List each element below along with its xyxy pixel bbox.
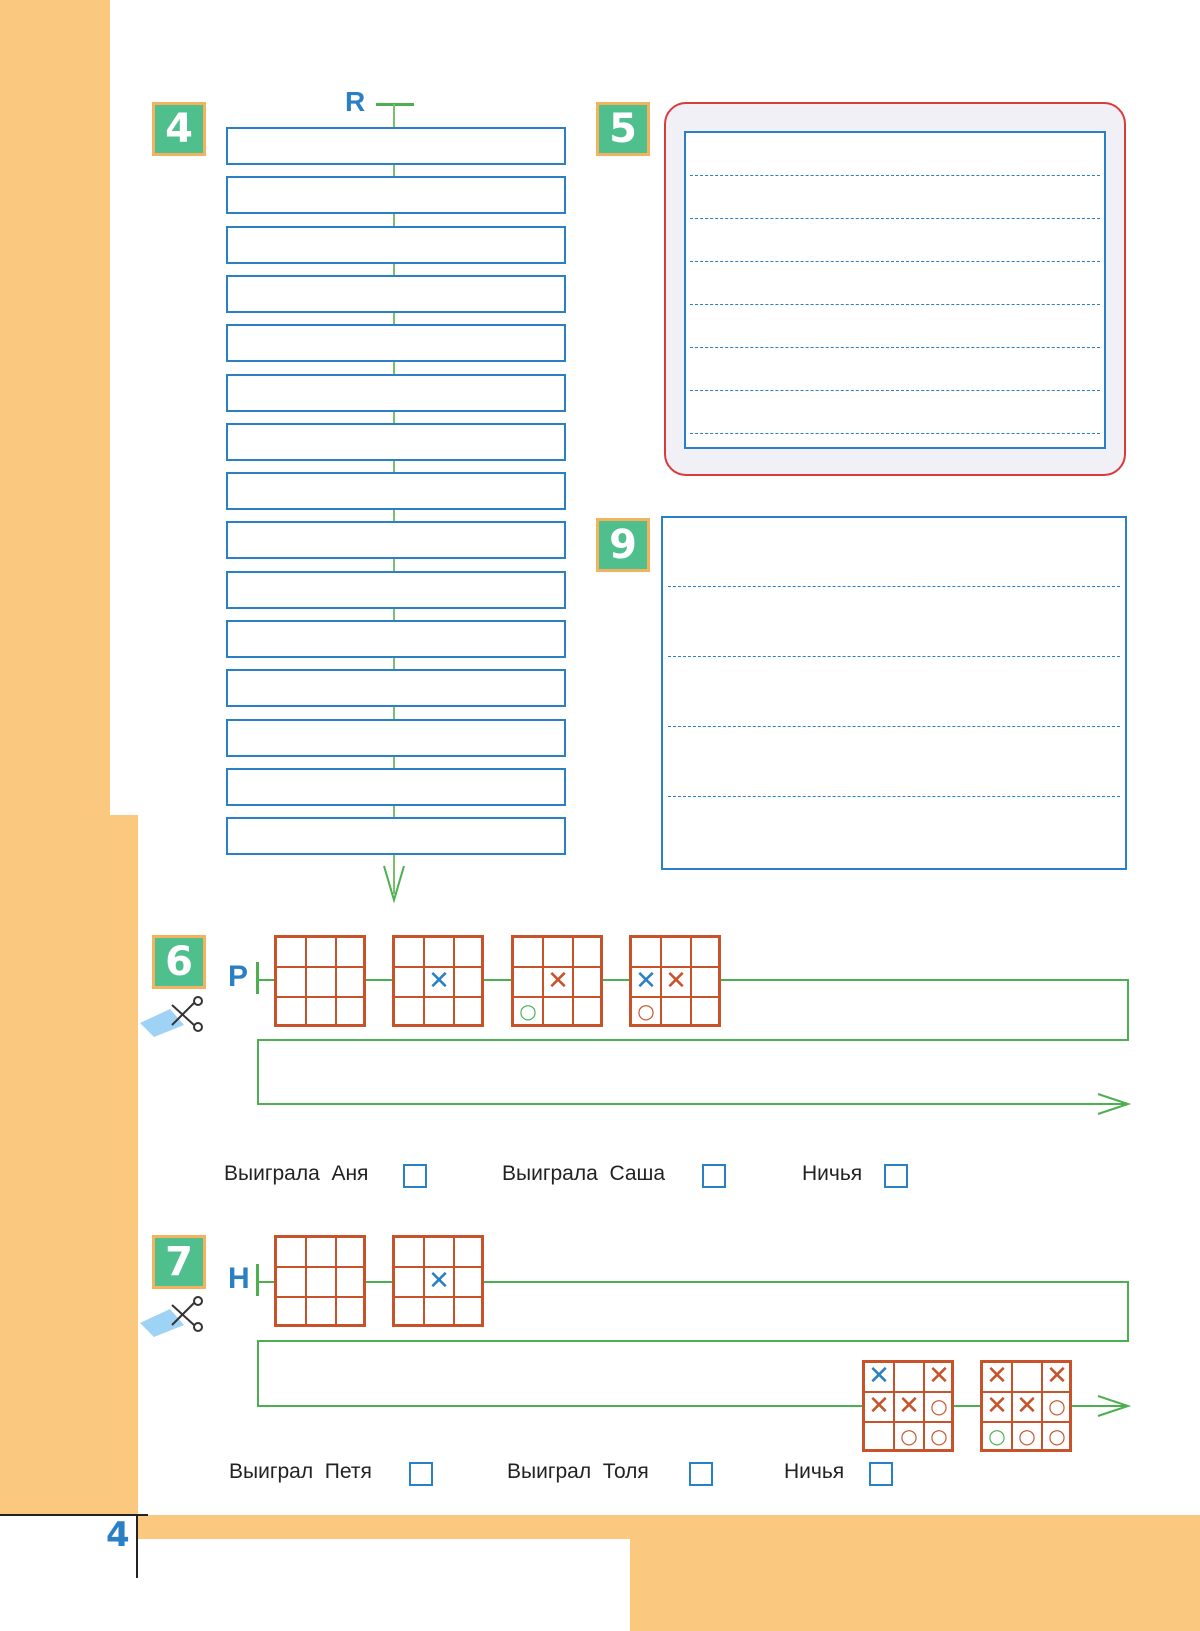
circle-mark-icon[interactable]: ○ [1018,1424,1036,1448]
answer-option-label: Выиграла Аня [224,1162,369,1185]
cross-mark-icon[interactable]: ✕ [428,966,450,996]
circle-mark-icon[interactable]: ○ [1048,1424,1066,1448]
cross-mark-icon[interactable]: ✕ [1016,1391,1038,1421]
task-7-start-label: Н [228,1262,250,1295]
board-cell[interactable] [1012,1362,1042,1392]
board-cell[interactable] [424,1297,454,1327]
circle-mark-icon[interactable]: ○ [519,999,537,1023]
task-4-start-label: R [345,86,366,117]
answer-checkbox[interactable] [869,1462,893,1486]
circle-mark-icon[interactable]: ○ [900,1424,918,1448]
board-cell[interactable] [454,1237,484,1267]
circle-mark-icon[interactable]: ○ [988,1424,1006,1448]
cross-mark-icon[interactable]: ✕ [665,966,687,996]
board-cell[interactable] [336,1267,366,1297]
cross-mark-icon[interactable]: ✕ [986,1391,1008,1421]
board-cell[interactable] [306,1267,336,1297]
board-cell[interactable] [394,1237,424,1267]
task-7-badge: 7 [152,1235,206,1289]
page-number: 4 [106,1515,130,1555]
task-6-badge: 6 [152,935,206,989]
answer-option-label: Ничья [784,1460,845,1483]
circle-mark-icon[interactable]: ○ [930,1424,948,1448]
board-cell[interactable] [276,1267,306,1297]
board-cell[interactable] [394,1297,424,1327]
cross-mark-icon[interactable]: ✕ [868,1361,890,1391]
task-4-badge: 4 [152,102,206,156]
answer-option-label: Выиграл Петя [229,1460,372,1483]
task-5-badge: 5 [596,102,650,156]
board-cell[interactable] [336,1237,366,1267]
board-cell[interactable] [276,1237,306,1267]
tic-tac-toe-board[interactable] [862,1360,954,1452]
board-cell[interactable] [454,1267,484,1297]
answer-checkbox[interactable] [409,1462,433,1486]
board-cell[interactable] [894,1362,924,1392]
cross-mark-icon[interactable]: ✕ [1046,1361,1068,1391]
answer-option-label: Выиграла Саша [502,1162,666,1185]
tic-tac-toe-board[interactable] [980,1360,1072,1452]
board-cell[interactable] [864,1422,894,1452]
circle-mark-icon[interactable]: ○ [1048,1394,1066,1418]
board-cell[interactable] [276,1297,306,1327]
answer-option-label: Ничья [802,1162,863,1185]
cross-mark-icon[interactable]: ✕ [868,1391,890,1421]
cross-mark-icon[interactable]: ✕ [547,966,569,996]
answer-option-label: Выиграл Толя [507,1460,649,1483]
board-cell[interactable] [424,1237,454,1267]
board-cell[interactable] [454,1297,484,1327]
tic-tac-toe-board[interactable] [274,1235,366,1327]
cross-mark-icon[interactable]: ✕ [635,966,657,996]
cross-mark-icon[interactable]: ✕ [898,1391,920,1421]
board-cell[interactable] [306,1297,336,1327]
board-cell[interactable] [336,1297,366,1327]
cross-mark-icon[interactable]: ✕ [428,1266,450,1296]
board-cell[interactable] [394,1267,424,1297]
task-9-badge: 9 [596,518,650,572]
tic-tac-toe-board[interactable] [392,1235,484,1327]
cross-mark-icon[interactable]: ✕ [928,1361,950,1391]
circle-mark-icon[interactable]: ○ [637,999,655,1023]
cross-mark-icon[interactable]: ✕ [986,1361,1008,1391]
task-6-start-label: Р [228,960,249,993]
answer-checkbox[interactable] [689,1462,713,1486]
board-cell[interactable] [306,1237,336,1267]
circle-mark-icon[interactable]: ○ [930,1394,948,1418]
